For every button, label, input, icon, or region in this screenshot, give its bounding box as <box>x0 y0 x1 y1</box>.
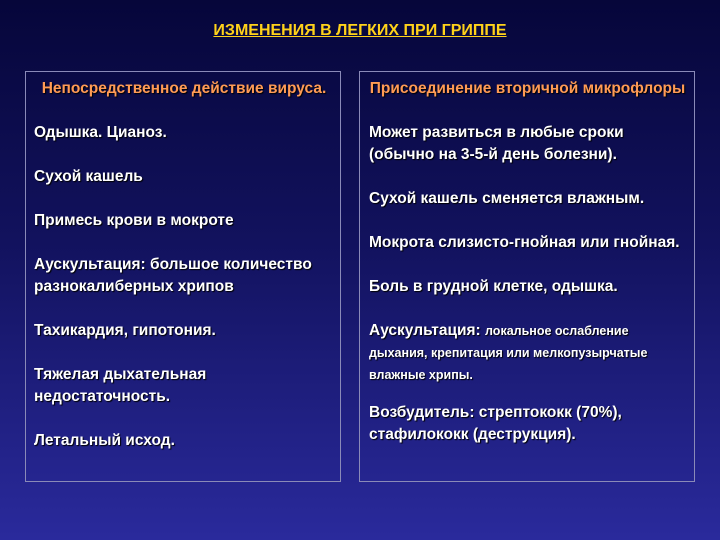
auscultation-details: локальное ослабление дыхания, крепитация или мелкопузырчатые влажные хрипы. <box>369 324 648 382</box>
right-item-sputum: Мокрота слизисто-гнойная или гнойная. <box>369 234 680 251</box>
slide-title: ИЗМЕНЕНИЯ В ЛЕГКИХ ПРИ ГРИППЕ <box>213 22 507 39</box>
right-item-chest-pain: Боль в грудной клетке, одышка. <box>369 278 618 295</box>
left-panel-direct-virus-action <box>25 71 341 482</box>
left-panel-heading: Непосредственное действие вируса. <box>41 80 327 97</box>
auscultation-label: Аускультация: <box>369 322 481 339</box>
right-panel-secondary-microflora <box>359 71 695 482</box>
left-item-blood-sputum: Примесь крови в мокроте <box>34 212 234 229</box>
right-item-pathogen: Возбудитель: стрептококк (70%), стафилококк (деструкция). <box>369 404 622 443</box>
left-item-lethal-outcome: Летальный исход. <box>34 432 175 449</box>
left-item-dyspnea: Одышка. Цианоз. <box>34 124 167 141</box>
left-item-tachycardia: Тахикардия, гипотония. <box>34 322 216 339</box>
left-item-respiratory-failure: Тяжелая дыхательная недостаточность. <box>34 366 207 405</box>
left-item-auscultation: Аускультация: большое количество разнокалиберных хрипов <box>34 256 312 295</box>
right-item-onset: Может развиться в любые сроки (обычно на 3-5-й день болезни). <box>369 124 624 163</box>
right-item-auscultation <box>369 320 686 386</box>
left-item-dry-cough: Сухой кашель <box>34 168 143 185</box>
right-item-cough-change: Сухой кашель сменяется влажным. <box>369 190 645 207</box>
right-panel-heading: Присоединение вторичной микрофлоры <box>369 80 686 97</box>
